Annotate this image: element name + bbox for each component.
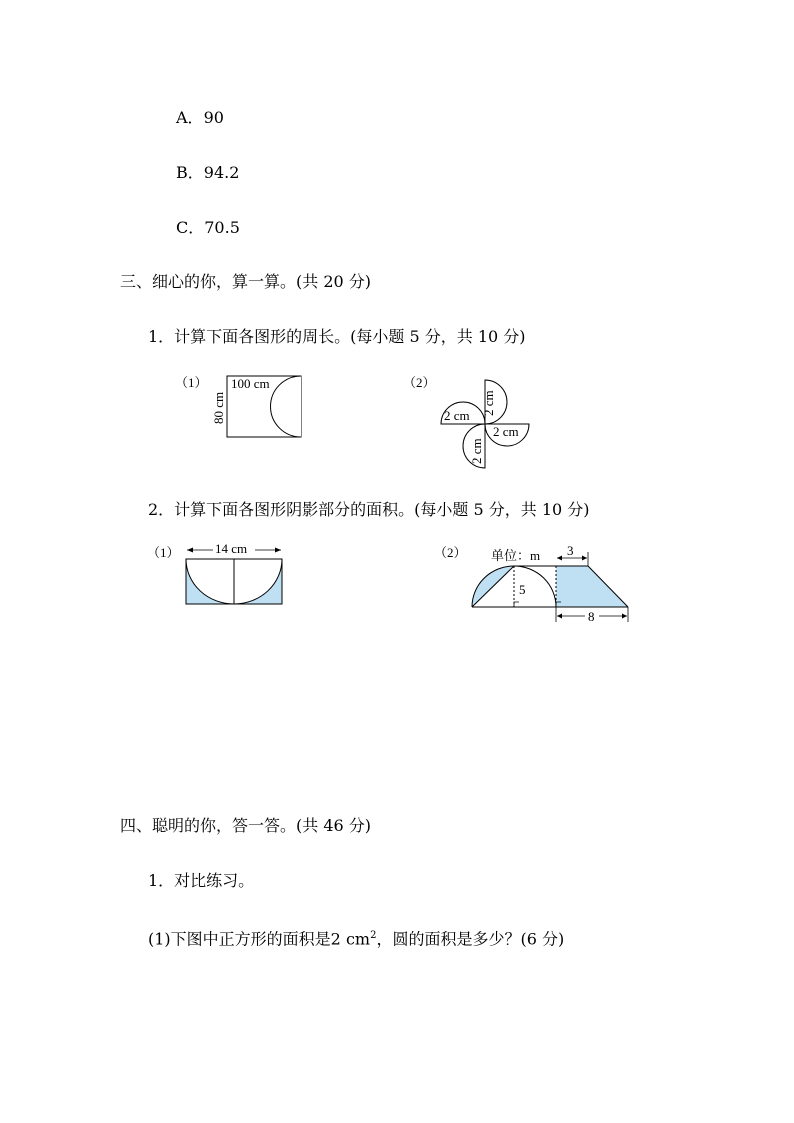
q2-fig2-bottom-arrow-right bbox=[622, 614, 627, 619]
q2-fig1-arrow-left bbox=[187, 548, 193, 553]
q2-fig1-arrow-right bbox=[275, 548, 281, 553]
q2-fig2-bottom-arrow-left bbox=[557, 614, 562, 619]
section3-q1-text: 1．计算下面各图形的周长。(每小题 5 分，共 10 分) bbox=[148, 327, 526, 346]
choice-c-letter: C． bbox=[176, 218, 205, 237]
section4-q1-title: 1．对比练习。 bbox=[148, 871, 255, 890]
q2-fig1-tag: （1） bbox=[147, 545, 180, 560]
section4-sub1 bbox=[148, 926, 564, 949]
sub1-after: ，圆的面积是多少？(6 分) bbox=[376, 929, 565, 949]
choice-a-value: 90 bbox=[203, 108, 224, 127]
perimeter-figure-2 bbox=[400, 370, 550, 475]
section4-heading: 四、聪明的你，答一答。(共 46 分) bbox=[120, 816, 372, 835]
section3-heading: 三、细心的你，算一算。(共 20 分) bbox=[120, 272, 372, 291]
choice-c bbox=[176, 218, 240, 238]
q2-fig2-top-arrow-left bbox=[557, 556, 562, 561]
choice-b bbox=[176, 163, 239, 183]
q2-fig2-tag: （2） bbox=[434, 545, 467, 560]
choice-a-letter: A． bbox=[176, 108, 204, 127]
fig2-right-label: 2 cm bbox=[493, 424, 519, 439]
q2-fig2-bottom-label: 8 bbox=[588, 609, 595, 624]
fig1-tag: （1） bbox=[175, 375, 208, 390]
fig2-left-label: 2 cm bbox=[444, 408, 470, 423]
section3-q2-text: 2．计算下面各图形阴影部分的面积。(每小题 5 分，共 10 分) bbox=[148, 500, 590, 519]
q2-fig2-trapezoid-shade bbox=[556, 566, 628, 607]
fig1-height-label: 80 cm bbox=[211, 391, 226, 424]
q2-fig2-top-arrow-right bbox=[582, 556, 587, 561]
choice-a bbox=[176, 108, 224, 128]
q2-fig2-height-label: 5 bbox=[519, 582, 526, 597]
sub1-before: (1)下图中正方形的面积是 bbox=[148, 929, 331, 949]
sub1-sup: 2 bbox=[370, 930, 377, 941]
fig2-bottom-label: 2 cm bbox=[469, 438, 484, 464]
shaded-figure-2 bbox=[430, 540, 635, 628]
perimeter-figure-1 bbox=[170, 370, 310, 442]
fig2-top-label: 2 cm bbox=[481, 390, 496, 416]
fig1-width-label: 100 cm bbox=[231, 376, 270, 391]
fig2-tag: （2） bbox=[403, 375, 436, 390]
choice-c-value: 70.5 bbox=[204, 218, 240, 237]
choice-b-value: 94.2 bbox=[203, 163, 240, 182]
q2-fig1-width-label: 14 cm bbox=[215, 541, 248, 556]
q2-fig2-top-label: 3 bbox=[567, 543, 574, 558]
q2-fig2-unit-label: 单位：m bbox=[491, 548, 541, 563]
shaded-figure-1 bbox=[145, 540, 295, 610]
sub1-value: 2 cm bbox=[330, 929, 371, 949]
choice-b-letter: B． bbox=[176, 163, 204, 182]
fig1-semicircle bbox=[271, 376, 301, 437]
